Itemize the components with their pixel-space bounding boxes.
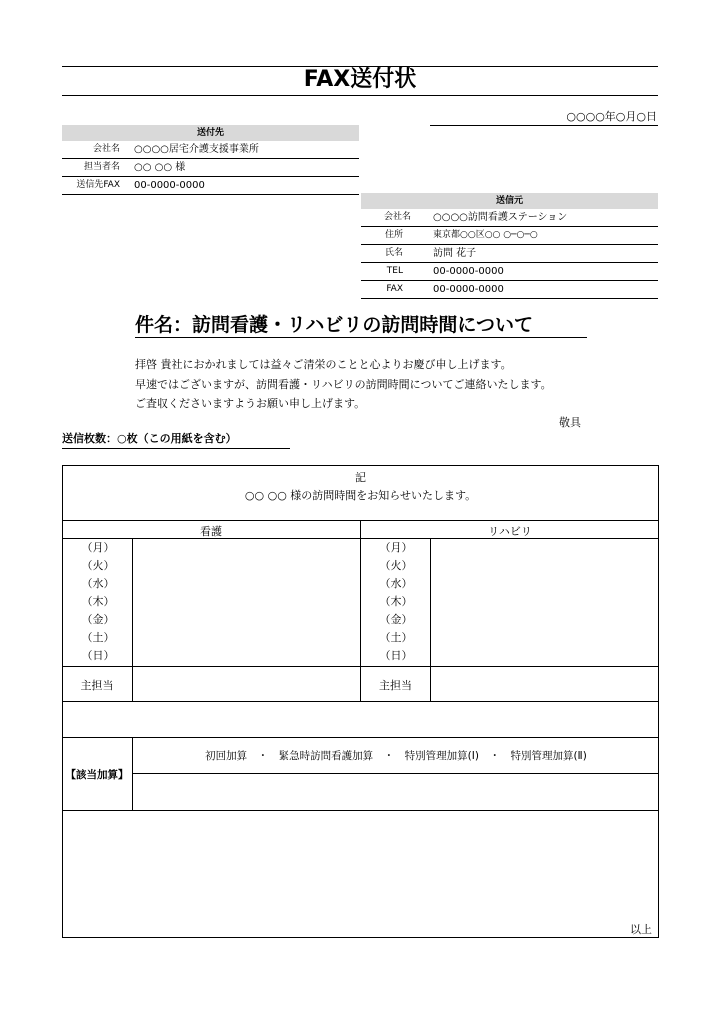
recipient-value: 00-0000-0000 (134, 180, 205, 191)
nursing-day: （月） (81, 541, 115, 554)
rehab-day: （日） (379, 649, 413, 662)
sender-label: TEL (386, 266, 403, 276)
recipient-row-fax (62, 177, 359, 195)
nursing-header: 看護 (200, 525, 222, 538)
body-line: 早速ではございますが、訪問看護・リハビリの訪問時間についてご連絡いたします。 (135, 377, 552, 391)
page-title: FAX送付状 (303, 67, 417, 92)
recipient-heading: 送付先 (62, 125, 359, 141)
recipient-label: 送信先FAX (76, 180, 120, 190)
nursing-day: （水） (81, 577, 115, 590)
table-rule (62, 701, 659, 702)
recipient-label: 会社名 (92, 144, 120, 154)
sender-label: 氏名 (384, 248, 403, 258)
record-ki: 記 (355, 471, 366, 484)
ijo: 以上 (630, 923, 652, 936)
sender-label: 住所 (384, 230, 403, 240)
body-text (135, 355, 552, 414)
table-rule (62, 737, 659, 738)
sender-heading: 送信元 (361, 193, 658, 209)
body-line: ご査収くださいますようお願い申し上げます。 (135, 397, 366, 410)
sender-label: 会社名 (383, 212, 411, 222)
rehab-day: （火） (379, 559, 413, 572)
table-rule (62, 810, 659, 811)
sender-row-tel (361, 263, 658, 281)
body-line: 拝啓 貴社におかれましては益々ご清栄のことと心よりお慶び申し上げます。 (135, 358, 512, 371)
nursing-day: （金） (81, 613, 115, 626)
rehab-day-divider (430, 538, 431, 701)
record-notice: ○○ ○○ 様の訪問時間をお知らせいたします。 (244, 489, 477, 502)
rehab-day: （月） (379, 541, 413, 554)
subject: 件名：訪問看護・リハビリの訪問時間について (135, 314, 534, 336)
pages-sent: 送信枚数：○枚（この用紙を含む） (62, 432, 237, 445)
recipient-value: ○○ ○○ 様 (134, 162, 186, 173)
sender-value: ○○○○訪問看護ステーション (433, 212, 568, 223)
title-bottom-rule (62, 95, 658, 96)
additions-text: 初回加算 ・ 緊急時訪問看護加算 ・ 特別管理加算(Ⅰ) ・ 特別管理加算(Ⅱ) (205, 750, 587, 762)
sender-row-company (361, 209, 658, 227)
sender-label: FAX (386, 284, 403, 294)
rehab-day: （木） (379, 595, 413, 608)
nursing-day: （火） (81, 559, 115, 572)
closing: 敬具 (559, 416, 581, 429)
table-rule (62, 666, 659, 667)
nursing-day: （土） (81, 631, 115, 644)
sender-value: 00-0000-0000 (433, 284, 504, 295)
nursing-day-divider (132, 538, 133, 701)
sender-row-address (361, 227, 658, 245)
sender-value: 訪問 花子 (433, 248, 477, 259)
date-rule (430, 125, 658, 126)
recipient-value: ○○○○居宅介護支援事業所 (134, 144, 259, 155)
sender-row-fax (361, 281, 658, 299)
subject-rule (135, 337, 587, 338)
rehab-day: （金） (379, 613, 413, 626)
table-rule (132, 773, 659, 774)
recipient-row-company (62, 141, 359, 159)
nursing-main-staff-label: 主担当 (80, 679, 114, 692)
rehab-main-staff-label: 主担当 (379, 679, 412, 692)
nursing-day: （日） (81, 649, 115, 662)
table-center-divider (360, 520, 361, 701)
date: ○○○○年○月○日 (566, 110, 657, 123)
rehab-day: （水） (379, 577, 413, 590)
rehab-header: リハビリ (488, 525, 532, 538)
addition-label: 【該当加算】 (65, 769, 129, 781)
pages-rule (62, 448, 290, 449)
recipient-row-person (62, 159, 359, 177)
sender-row-name (361, 245, 658, 263)
sender-value: 東京都○○区○○ ○─○─○ (433, 230, 538, 240)
nursing-day: （木） (81, 595, 115, 608)
rehab-day: （土） (379, 631, 413, 644)
sender-value: 00-0000-0000 (433, 266, 504, 277)
recipient-label: 担当者名 (83, 162, 120, 172)
table-rule (62, 538, 659, 539)
